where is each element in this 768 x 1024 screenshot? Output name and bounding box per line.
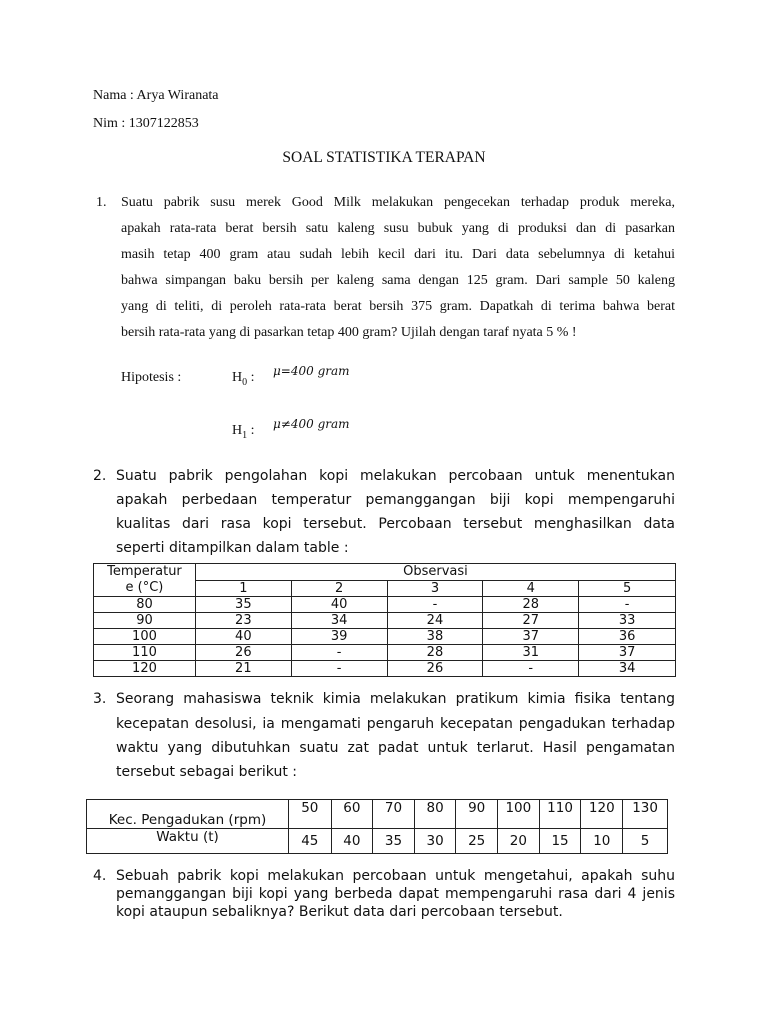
h0-label: $H_0$ :	[232, 370, 255, 388]
table-row	[94, 597, 676, 613]
time-row-label: Waktu (t)	[87, 829, 289, 854]
table-cell: 36	[579, 629, 676, 645]
table-cell: 40	[291, 597, 387, 613]
table-cell: 34	[579, 661, 676, 677]
obs-col-header: 4	[483, 580, 579, 597]
table-cell: 26	[195, 645, 291, 661]
student-name: Nama : Arya Wiranata	[93, 88, 219, 103]
table-cell: 33	[579, 613, 676, 629]
time-cell: 25	[456, 829, 498, 854]
observation-header: Observasi	[195, 564, 675, 581]
rpm-cell: 60	[331, 800, 373, 829]
table-cell: 26	[387, 661, 483, 677]
table-cell: -	[291, 661, 387, 677]
obs-col-header: 5	[579, 580, 676, 597]
q2-line-1: Suatu pabrik pengolahan kopi melakukan percobaan untuk menentukan	[116, 468, 675, 484]
time-cell: 15	[539, 829, 581, 854]
stirring-speed-table	[86, 799, 668, 854]
table-row	[94, 613, 676, 629]
temperature-cell: 80	[94, 597, 196, 613]
q3-line-3: waktu yang dibutuhkan suatu zat padat untuk terlarut. Hasil pengamatan	[116, 740, 675, 756]
q4-line-3: kopi ataupun sebaliknya? Berikut data dari percobaan tersebut.	[116, 904, 563, 920]
table-cell: 37	[579, 645, 676, 661]
time-cell: 10	[581, 829, 623, 854]
time-cell: 40	[331, 829, 373, 854]
table-cell: -	[483, 661, 579, 677]
q4-line-1: Sebuah pabrik kopi melakukan percobaan untuk mengetahui, apakah suhu	[116, 868, 675, 884]
time-cell: 5	[623, 829, 668, 854]
rpm-cell: 130	[623, 800, 668, 829]
rpm-cell: 120	[581, 800, 623, 829]
time-cell: 45	[289, 829, 332, 854]
student-nim: Nim : 1307122853	[93, 116, 199, 131]
q1-line-1: Suatu pabrik susu merek Good Milk melakukan pengecekan terhadap produk mereka,	[121, 195, 675, 210]
rpm-cell: 80	[414, 800, 456, 829]
time-cell: 30	[414, 829, 456, 854]
q3-line-1: Seorang mahasiswa teknik kimia melakukan pratikum kimia fisika tentang	[116, 691, 675, 707]
time-cell: 20	[497, 829, 539, 854]
temperature-cell: 90	[94, 613, 196, 629]
q1-line-5: yang di teliti, di peroleh rata-rata berat bersih 375 gram. Dapatkah di terima bahwa berat	[121, 299, 675, 314]
temperature-cell: 120	[94, 661, 196, 677]
table-cell: 35	[195, 597, 291, 613]
q3-line-4: tersebut sebagai berikut :	[116, 764, 297, 780]
q3-number: 3.	[93, 691, 107, 707]
q4-line-2: pemanggangan biji kopi yang berbeda dapat mempengaruhi rasa dari 4 jenis	[116, 886, 675, 902]
temperature-cell: 110	[94, 645, 196, 661]
time-cell: 35	[373, 829, 415, 854]
q2-line-2: apakah perbedaan temperatur pemanggangan biji kopi mempengaruhi	[116, 492, 675, 508]
rpm-cell: 100	[497, 800, 539, 829]
table-cell: 38	[387, 629, 483, 645]
rpm-cell: 70	[373, 800, 415, 829]
table-cell: 40	[195, 629, 291, 645]
q3-line-2: kecepatan desolusi, ia mengamati pengaruh kecepatan pengadukan terhadap	[116, 716, 675, 732]
rpm-cell: 90	[456, 800, 498, 829]
table-cell: 27	[483, 613, 579, 629]
q2-number: 2.	[93, 468, 107, 484]
obs-col-header: 3	[387, 580, 483, 597]
table-row	[94, 645, 676, 661]
h0-expression: μ=400 gram	[273, 364, 350, 378]
rpm-cell: 110	[539, 800, 581, 829]
q1-line-6: bersih rata-rata yang di pasarkan tetap 400 gram? Ujilah dengan taraf nyata 5 % !	[121, 325, 577, 340]
obs-col-header: 2	[291, 580, 387, 597]
table-cell: -	[579, 597, 676, 613]
table-row	[94, 629, 676, 645]
temperature-cell: 100	[94, 629, 196, 645]
rpm-row-label: Kec. Pengadukan (rpm)	[87, 800, 289, 829]
table-cell: 39	[291, 629, 387, 645]
q4-number: 4.	[93, 868, 107, 884]
table-cell: 24	[387, 613, 483, 629]
table-cell: -	[291, 645, 387, 661]
table-cell: 28	[483, 597, 579, 613]
q1-number: 1.	[96, 195, 107, 210]
table-cell: 21	[195, 661, 291, 677]
q2-line-3: kualitas dari rasa kopi tersebut. Percobaan tersebut menghasilkan data	[116, 516, 675, 532]
q1-line-3: masih tetap 400 gram atau sudah lebih kecil dari itu. Dari data sebelumnya di ketahui	[121, 247, 675, 262]
table-cell: 28	[387, 645, 483, 661]
q1-line-2: apakah rata-rata berat bersih satu kaleng susu bubuk yang di produksi dan di pasarkan	[121, 221, 675, 236]
rpm-cell: 50	[289, 800, 332, 829]
table-row	[94, 661, 676, 677]
q1-line-4: bahwa simpangan baku bersih per kaleng sama dengan 125 gram. Dari sample 50 kaleng	[121, 273, 675, 288]
hypothesis-label: Hipotesis :	[121, 370, 182, 385]
temperature-header: Temperatur e (°C)	[94, 564, 196, 597]
table-cell: 23	[195, 613, 291, 629]
temperature-table	[93, 563, 676, 677]
q2-line-4: seperti ditampilkan dalam table :	[116, 540, 349, 556]
table-cell: -	[387, 597, 483, 613]
page-title: SOAL STATISTIKA TERAPAN	[282, 149, 486, 166]
table-cell: 34	[291, 613, 387, 629]
h1-expression: μ≠400 gram	[273, 417, 350, 431]
table-cell: 31	[483, 645, 579, 661]
h1-label: $H_1$ :	[232, 423, 255, 441]
obs-col-header: 1	[195, 580, 291, 597]
table-cell: 37	[483, 629, 579, 645]
